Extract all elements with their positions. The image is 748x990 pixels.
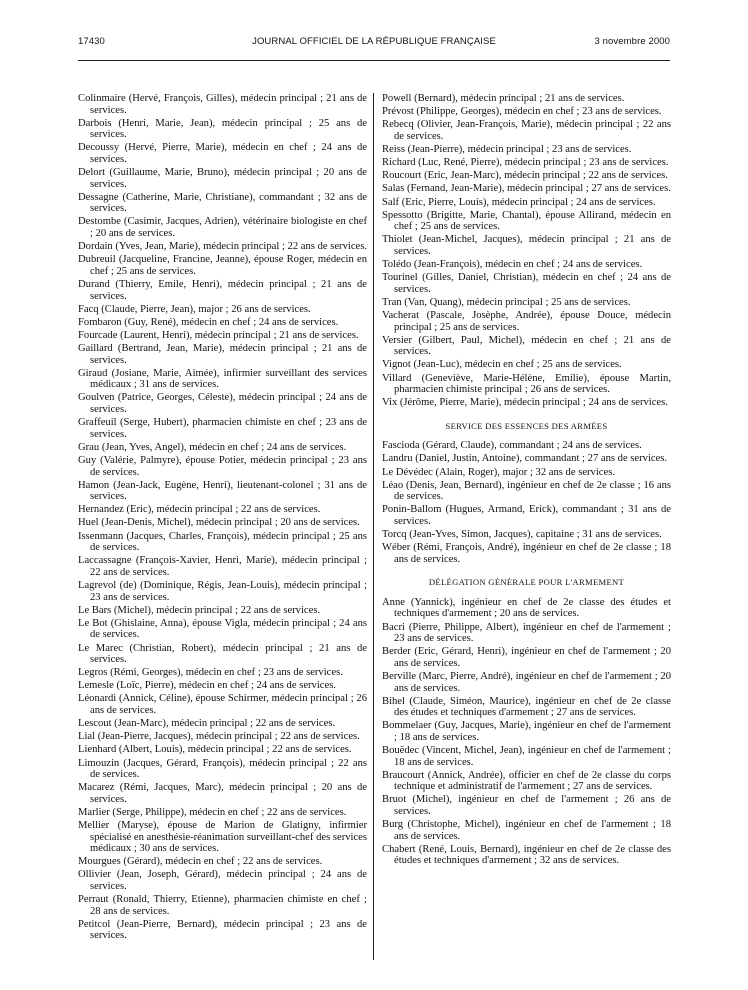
list-item: Villard (Geneviève, Marie-Hélène, Emilie), épouse Martin, pharmacien chimiste principal ; 26 ans de services.	[382, 372, 671, 396]
list-item: Hernandez (Eric), médecin principal ; 22 ans de services.	[78, 504, 321, 516]
list-item: Torcq (Jean-Yves, Simon, Jacques), capitaine ; 31 ans de services.	[382, 529, 662, 541]
list-item: Salas (Fernand, Jean-Marie), médecin principal ; 27 ans de services.	[382, 183, 671, 195]
left-column	[78, 93, 367, 944]
list-item: Roucourt (Eric, Jean-Marc), médecin principal ; 22 ans de services.	[382, 170, 668, 182]
armement-list	[382, 597, 671, 867]
list-item: Lescout (Jean-Marc), médecin principal ; 22 ans de services.	[78, 718, 336, 730]
list-item: Dessagne (Catherine, Marie, Christiane), commandant ; 32 ans de services.	[78, 191, 367, 215]
essences-list	[382, 440, 671, 565]
publication-date: 3 novembre 2000	[594, 36, 670, 47]
list-item: Bouëdec (Vincent, Michel, Jean), ingénieur en chef de l'armement ; 18 ans de services.	[382, 745, 671, 768]
list-item: Durand (Thierry, Emile, Henri), médecin principal ; 21 ans de services.	[78, 278, 367, 302]
list-item: Lagrevol (de) (Dominique, Régis, Jean-Louis), médecin principal ; 23 ans de services.	[78, 579, 367, 603]
list-item: Vix (Jérôme, Pierre, Marie), médecin principal ; 24 ans de services.	[382, 397, 668, 409]
list-item: Chabert (René, Louis, Bernard), ingénieur en chef de 2e classe des études et techniques d'armement ; 32 ans de services.	[382, 843, 671, 867]
list-item: Salf (Eric, Pierre, Louis), médecin principal ; 24 ans de services.	[382, 196, 656, 208]
list-item: Fascioda (Gérard, Claude), commandant ; 24 ans de services.	[382, 440, 642, 452]
list-item: Darbois (Henri, Marie, Jean), médecin principal ; 25 ans de services.	[78, 117, 367, 141]
list-item: Tolédo (Jean-François), médecin en chef ; 24 ans de services.	[382, 259, 643, 271]
list-item: Delort (Guillaume, Marie, Bruno), médecin principal ; 20 ans de services.	[78, 167, 367, 190]
section-title-armement: DÉLÉGATION GÉNÉRALE POUR L'ARMEMENT	[428, 577, 625, 588]
list-item: Vignot (Jean-Luc), médecin en chef ; 25 ans de services.	[382, 359, 622, 371]
list-item: Hamon (Jean-Jack, Eugène, Henri), lieutenant-colonel ; 31 ans de services.	[78, 479, 367, 503]
list-item: Gaillard (Bertrand, Jean, Marie), médecin principal ; 21 ans de services.	[78, 343, 367, 366]
list-item: Burg (Christophe, Michel), ingénieur en chef de l'armement ; 18 ans de services.	[382, 819, 671, 842]
list-item: Prévost (Philippe, Georges), médecin en chef ; 23 ans de services.	[382, 106, 662, 118]
list-item: Le Bot (Ghislaine, Anna), épouse Vigla, médecin principal ; 24 ans de services.	[78, 617, 367, 641]
list-item: Dordain (Yves, Jean, Marie), médecin principal ; 22 ans de services.	[78, 241, 367, 253]
list-item: Dubreuil (Jacqueline, Francine, Jeanne), épouse Roger, médecin en chef ; 25 ans de services.	[78, 254, 367, 277]
list-item: Lial (Jean-Pierre, Jacques), médecin principal ; 22 ans de services.	[78, 731, 360, 743]
list-item: Fombaron (Guy, René), médecin en chef ; 24 ans de services.	[78, 316, 339, 328]
list-item: Huel (Jean-Denis, Michel), médecin principal ; 20 ans de services.	[78, 517, 360, 529]
list-item: Vacherat (Pascale, Josèphe, Andrée), épouse Douce, médecin principal ; 25 ans de services.	[382, 310, 671, 333]
list-item: Legros (Rémi, Georges), médecin en chef ; 23 ans de services.	[78, 667, 343, 679]
list-item: Fourcade (Laurent, Henri), médecin principal ; 21 ans de services.	[78, 329, 359, 341]
journal-title: JOURNAL OFFICIEL DE LA RÉPUBLIQUE FRANÇAISE	[252, 36, 496, 47]
list-item: Braucourt (Annick, Andrée), officier en chef de 2e classe du corps technique et administratif de l'armement ; 27 ans de services.	[382, 769, 671, 793]
list-item: Issenmann (Jacques, Charles, François), médecin principal ; 25 ans de services.	[78, 530, 367, 554]
list-item: Léao (Denis, Jean, Bernard), ingénieur en chef de 2e classe ; 16 ans de services.	[382, 479, 671, 503]
column-divider	[373, 93, 374, 960]
list-item: Tourinel (Gilles, Daniel, Christian), médecin en chef ; 24 ans de services.	[382, 272, 671, 295]
list-item: Perraut (Ronald, Thierry, Etienne), pharmacien chimiste en chef ; 28 ans de services.	[78, 894, 367, 917]
list-item: Rebecq (Olivier, Jean-François, Marie), médecin principal ; 22 ans de services.	[382, 119, 671, 142]
list-item: Powell (Bernard), médecin principal ; 21 ans de services.	[382, 93, 625, 104]
list-item: Le Dévédec (Alain, Roger), major ; 32 ans de services.	[382, 466, 615, 478]
list-item: Bihel (Claude, Siméon, Maurice), ingénieur en chef de 2e classe des études et techniques d'armement ; 27 ans de services.	[382, 695, 671, 719]
list-item: Graffeuil (Serge, Hubert), pharmacien chimiste en chef ; 23 ans de services.	[78, 417, 367, 440]
list-item: Mellier (Maryse), épouse de Marion de Glatigny, infirmier spécialisé en anesthésie-réanimation surveillant-chef des services médicaux ; 30 ans de services.	[78, 820, 367, 855]
list-item: Destombe (Casimir, Jacques, Adrien), vétérinaire biologiste en chef ; 20 ans de services.	[78, 216, 367, 239]
right-column	[382, 93, 671, 868]
list-item: Reiss (Jean-Pierre), médecin principal ; 23 ans de services.	[382, 143, 632, 155]
list-item: Petitcol (Jean-Pierre, Bernard), médecin principal ; 23 ans de services.	[78, 918, 367, 942]
list-item: Spessotto (Brigitte, Marie, Chantal), épouse Allirand, médecin en chef ; 25 ans de services.	[382, 209, 671, 233]
list-item: Decoussy (Hervé, Pierre, Marie), médecin en chef ; 24 ans de services.	[78, 142, 367, 165]
list-item: Limouzin (Jacques, Gérard, François), médecin principal ; 22 ans de services.	[78, 757, 367, 781]
list-item: Wéber (Rémi, François, André), ingénieur en chef de 2e classe ; 18 ans de services.	[382, 542, 671, 565]
list-item: Facq (Claude, Pierre, Jean), major ; 26 ans de services.	[78, 303, 311, 315]
list-item: Berder (Eric, Gérard, Henri), ingénieur en chef de l'armement ; 20 ans de services.	[382, 646, 671, 669]
list-item: Mourgues (Gérard), médecin en chef ; 22 ans de services.	[78, 856, 323, 868]
list-item: Ollivier (Jean, Joseph, Gérard), médecin principal ; 24 ans de services.	[78, 869, 367, 893]
list-item: Thiolet (Jean-Michel, Jacques), médecin principal ; 21 ans de services.	[382, 234, 671, 257]
list-item: Bacri (Pierre, Philippe, Albert), ingénieur en chef de l'armement ; 23 ans de services.	[382, 621, 671, 645]
list-item: Marlier (Serge, Philippe), médecin en chef ; 22 ans de services.	[78, 806, 347, 818]
list-item: Léonardi (Annick, Céline), épouse Schirmer, médecin principal ; 26 ans de services.	[78, 693, 367, 717]
list-item: Richard (Luc, René, Pierre), médecin principal ; 23 ans de services.	[382, 157, 669, 169]
list-item: Tran (Van, Quang), médecin principal ; 25 ans de services.	[382, 296, 631, 308]
section-title-essences: SERVICE DES ESSENCES DES ARMÉES	[445, 420, 608, 431]
list-item: Laccassagne (François-Xavier, Henri, Marie), médecin principal ; 22 ans de services.	[78, 555, 367, 578]
list-item: Macarez (Rémi, Jacques, Marc), médecin principal ; 20 ans de services.	[78, 782, 367, 805]
list-item: Giraud (Josiane, Marie, Aimée), infirmier surveillant des services médicaux ; 31 ans de services.	[78, 367, 367, 391]
list-item: Colinmaire (Hervé, François, Gilles), médecin principal ; 21 ans de services.	[78, 93, 367, 116]
list-item: Versier (Gilbert, Paul, Michel), médecin en chef ; 21 ans de services.	[382, 334, 671, 358]
list-item: Landru (Daniel, Justin, Antoine), commandant ; 27 ans de services.	[382, 453, 668, 465]
header-rule	[78, 60, 670, 61]
list-item: Grau (Jean, Yves, Angel), médecin en chef ; 24 ans de services.	[78, 441, 347, 453]
page-header	[78, 36, 670, 52]
list-item: Le Marec (Christian, Robert), médecin principal ; 21 ans de services.	[78, 642, 367, 666]
list-item: Guy (Valérie, Palmyre), épouse Potier, médecin principal ; 23 ans de services.	[78, 454, 367, 478]
list-item: Bommelaer (Guy, Jacques, Marie), ingénieur en chef de l'armement ; 18 ans de services.	[382, 720, 671, 743]
list-item: Lienhard (Albert, Louis), médecin principal ; 22 ans de services.	[78, 744, 352, 756]
list-item: Anne (Yannick), ingénieur en chef de 2e classe des études et techniques d'armement ; 20 ans de services.	[382, 596, 671, 620]
page-number: 17430	[78, 36, 105, 47]
list-item: Lemesle (Loïc, Pierre), médecin en chef ; 24 ans de services.	[78, 680, 336, 692]
list-item: Berville (Marc, Pierre, André), ingénieur en chef de l'armement ; 20 ans de services.	[382, 670, 671, 694]
list-item: Ponin-Ballom (Hugues, Armand, Erick), commandant ; 31 ans de services.	[382, 504, 671, 527]
list-item: Goulven (Patrice, Georges, Céleste), médecin principal ; 24 ans de services.	[78, 392, 367, 415]
right-top-list	[382, 93, 671, 409]
list-item: Le Bars (Michel), médecin principal ; 22 ans de services.	[78, 604, 321, 616]
list-item: Bruot (Michel), ingénieur en chef de l'armement ; 26 ans de services.	[382, 794, 671, 817]
